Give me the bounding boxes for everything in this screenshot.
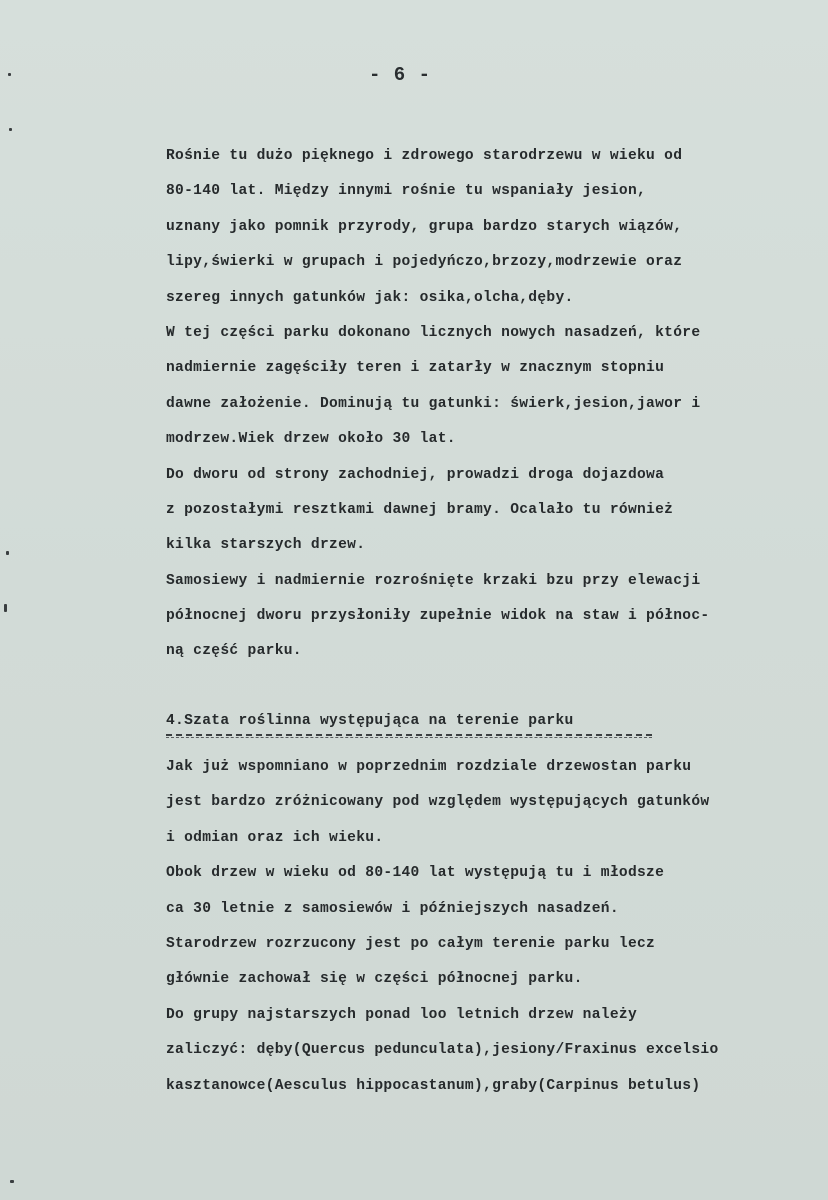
text-line: Jak już wspomniano w poprzednim rozdziale drzewostan parku (166, 759, 692, 775)
text-line: lipy,świerki w grupach i pojedyńczo,brzozy,modrzewie oraz (166, 254, 683, 271)
text-line: jest bardzo zróżnicowany pod względem występujących gatunków (166, 794, 710, 811)
text-line: ca 30 letnie z samosiewów i późniejszych nasadzeń. (166, 900, 619, 917)
text-line: zaliczyć: dęby(Quercus pedunculata),jesiony/Fraxinus excelsio (166, 1042, 719, 1059)
text-line: W tej części parku dokonano licznych nowych nasadzeń, które (166, 324, 701, 341)
text-line: 80-140 lat. Między innymi rośnie tu wspaniały jesion, (166, 183, 647, 200)
text-line: Do dworu od strony zachodniej, prowadzi droga dojazdowa (166, 466, 665, 483)
text-line: modrzew.Wiek drzew około 30 lat. (166, 431, 456, 448)
text-line: Obok drzew w wieku od 80-140 lat występują tu i młodsze (166, 865, 665, 882)
text-line: kilka starszych drzew. (166, 537, 366, 554)
text-line: uznany jako pomnik przyrody, grupa bardzo starych wiązów, (166, 218, 683, 235)
margin-speck (6, 551, 9, 555)
margin-speck (4, 604, 7, 612)
text-line: ną część parku. (166, 643, 302, 660)
text-line: północnej dworu przysłoniły zupełnie widok na staw i północ- (166, 608, 710, 625)
paragraph-vegetation (166, 750, 816, 1104)
margin-speck (9, 128, 12, 131)
heading-underline (166, 734, 652, 738)
text-line: szereg innych gatunków jak: osika,olcha,dęby. (166, 289, 574, 306)
section-heading: 4.Szata roślinna występująca na terenie parku (166, 713, 574, 729)
page-number: - 6 - (368, 64, 431, 86)
text-line: Starodrzew rozrzucony jest po całym terenie parku lecz (166, 935, 656, 952)
text-line: dawne założenie. Dominują tu gatunki: świerk,jesion,jawor i (166, 395, 701, 412)
text-line: głównie zachował się w części północnej parku. (166, 971, 583, 988)
text-line: Do grupy najstarszych ponad loo letnich drzew należy (166, 1006, 637, 1023)
text-line: Samosiewy i nadmiernie rozrośnięte krzaki bzu przy elewacji (166, 572, 701, 589)
text-line: Rośnie tu dużo pięknego i zdrowego starodrzewu w wieku od (166, 148, 683, 164)
text-line: nadmiernie zagęściły teren i zatarły w znacznym stopniu (166, 360, 665, 377)
text-line: kasztanowce(Aesculus hippocastanum),graby(Carpinus betulus) (166, 1077, 701, 1094)
margin-speck (10, 1180, 14, 1183)
text-line: z pozostałymi resztkami dawnej bramy. Ocalało tu również (166, 501, 674, 518)
paragraph-park-description (166, 139, 816, 670)
text-line: i odmian oraz ich wieku. (166, 829, 384, 846)
